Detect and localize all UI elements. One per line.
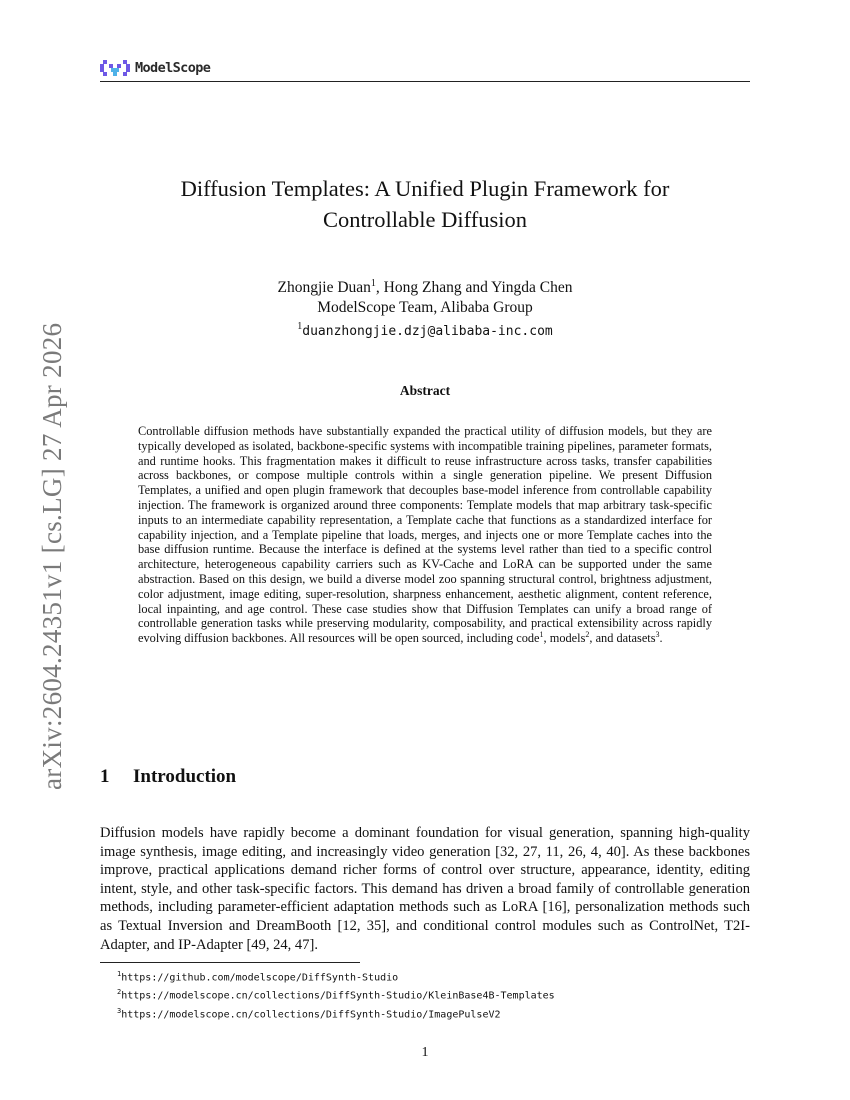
abstract-body [138,424,712,646]
affiliation: ModelScope Team, Alibaba Group [317,298,533,316]
footnote-ref-2[interactable]: 2 [585,630,590,640]
footnote-ref-1[interactable]: 1 [539,630,544,640]
email-affil-mark: 1 [297,321,303,333]
page-number: 1 [421,1045,429,1060]
footnote-3 [117,1004,555,1022]
section-heading [100,766,236,788]
abstract-text-models: , models [543,631,586,646]
modelscope-logo-icon [100,58,130,78]
intro-paragraph: Diffusion models have rapidly become a dominant foundation for visual generation, spanning high-quality image synthesis, image editing, and increasingly video generation [32, 27, 11, 26, 4, 40]. As these backbones improve, practical applications demand richer forms of control over structure, appearance, identity, editing intent, style, and other task-specific factors. This demand has driven a broad family of controllable generation methods, including parameter-efficient adaptation methods such as LoRA [16], personalization methods such as Textual Inversion and DreamBooth [12, 35], and conditional control modules such as ControlNet, T2I-Adapter, and IP-Adapter [49, 24, 47]. [100,825,750,953]
footnotes [117,967,555,1022]
arxiv-identifier: arXiv:2604.24351v1 [cs.LG] 27 Apr 2026 [37,322,67,790]
section-number: 1 [100,766,110,787]
footnote-link[interactable]: https://github.com/modelscope/DiffSynth-Studio [121,972,399,984]
header-rule [100,81,750,82]
paper-title [100,173,750,235]
section-title: Introduction [133,766,237,787]
email-line [100,317,750,342]
abstract-text-datasets: , and datasets [589,631,656,646]
modelscope-logo [100,58,210,78]
footnote-mark: 1 [117,970,122,978]
author-names-rest: , Hong Zhang and Yingda Chen [375,279,573,297]
title-line-2: Controllable Diffusion [323,207,527,232]
abstract-text: Controllable diffusion methods have substantially expanded the practical utility of diffusion models, but they are typically developed as isolated, backbone-specific systems with incompatible training pipelines, parameter formats, and runtime hooks. This fragmentation makes it difficult to reuse infrastructure across tasks, transfer capabilities across backbones, or compose multiple controls within a single generation pipeline. We present Diffusion Templates, a unified and open plugin framework that decouples base-model inference from controllable capability injection. The framework is organized around three components: Template models that map arbitrary task-specific inputs to an intermediate capability representation, a Template cache that functions as a standardized interface for capability injection, and a Template pipeline that loads, merges, and injects one or more Template caches into the base diffusion runtime. Because the interface is defined at the systems level rather than tied to a specific control architecture, heterogeneous capability carriers such as KV-Cache and LoRA can be supported under the same abstraction. Based on this design, we build a diverse model zoo spanning structural control, brightness adjustment, color adjustment, image editing, super-resolution, sharpness enhancement, aesthetic alignment, content reference, local inpainting, and age control. These case studies show that Diffusion Templates can unify a broad range of controllable generation tasks while preserving modularity, composability, and practical extensibility across rapidly evolving diffusion backbones. All resources will be open sourced, including code [138,424,712,646]
logo-text: ModelScope [135,60,211,76]
footnote-ref-3[interactable]: 3 [655,630,660,640]
author-affil-mark: 1 [370,278,376,289]
abstract-heading: Abstract [399,383,451,398]
footnote-rule [100,962,360,963]
abstract-text-end: . [659,631,663,646]
author-block [100,274,750,342]
author-name-first: Zhongjie Duan [277,279,371,297]
footnote-link[interactable]: https://modelscope.cn/collections/DiffSynth-Studio/ImagePulseV2 [121,1008,501,1020]
title-line-1: Diffusion Templates: A Unified Plugin Framework for [180,176,670,201]
footnote-mark: 3 [117,1006,122,1015]
footnote-mark: 2 [117,988,122,997]
footnote-link[interactable]: https://modelscope.cn/collections/DiffSynth-Studio/KleinBase4B-Templates [121,990,555,1002]
author-email[interactable]: duanzhongjie.dzj@alibaba-inc.com [302,324,553,340]
footnote-2 [117,985,555,1003]
footnote-1 [117,967,555,985]
author-names [100,274,750,298]
